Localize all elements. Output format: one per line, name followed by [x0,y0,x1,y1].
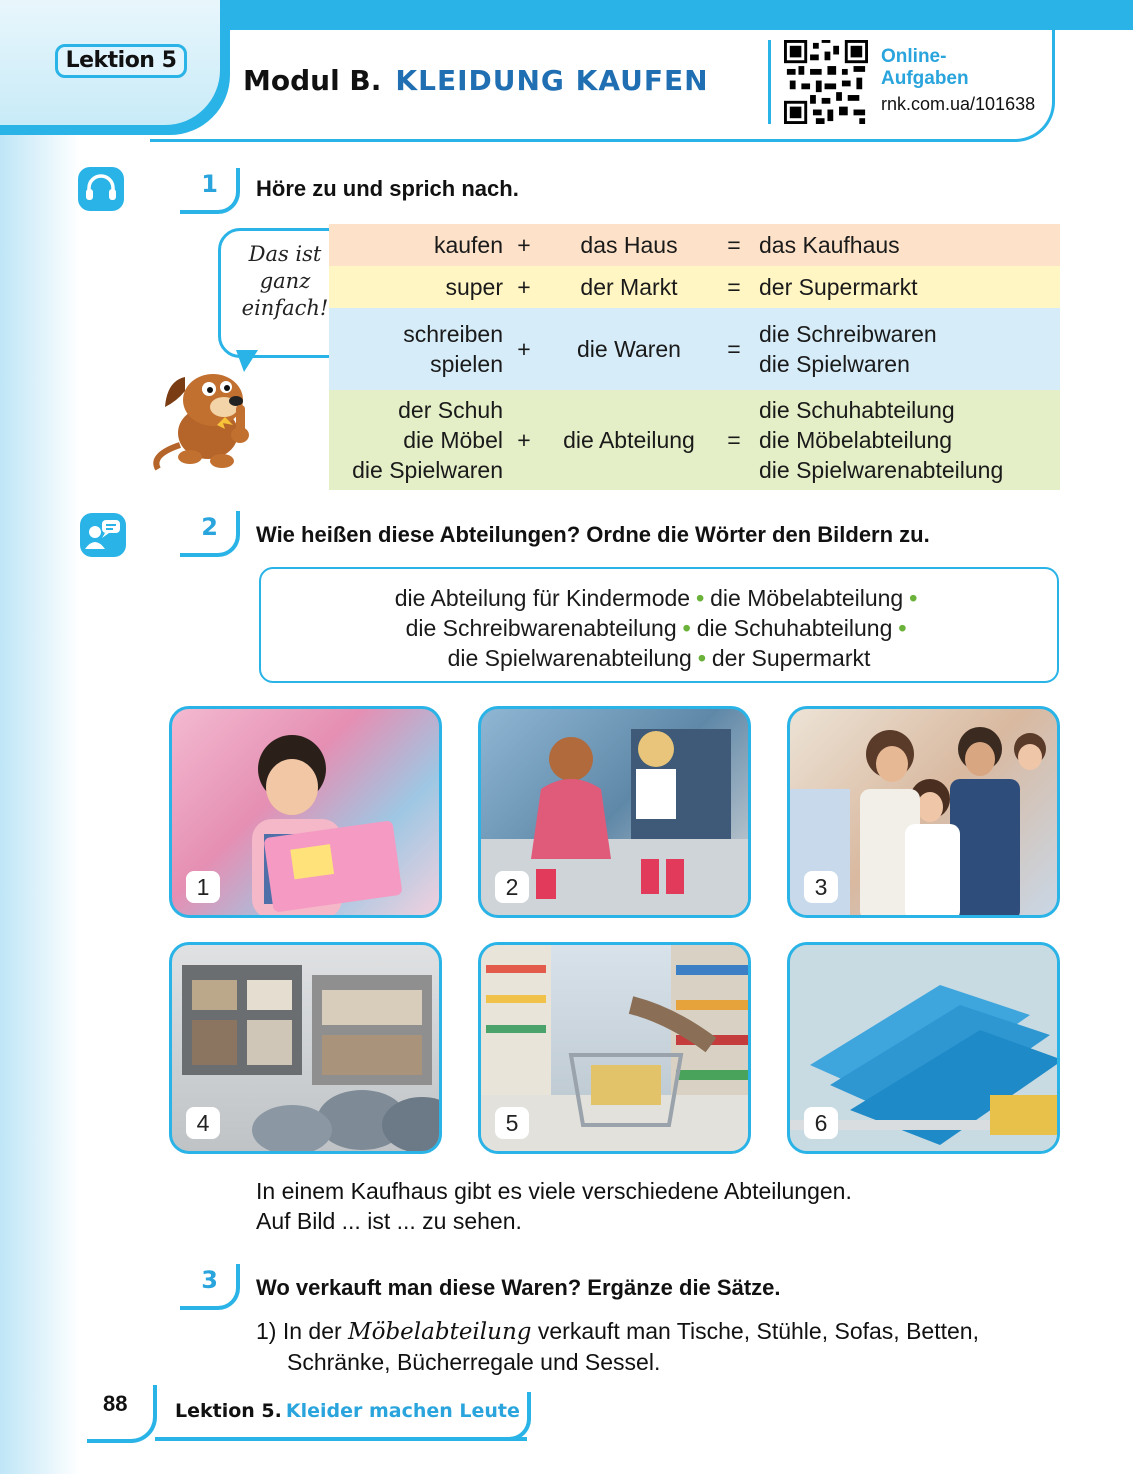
table-row: super + der Markt = der Supermarkt [329,266,1060,308]
task2-title: Wie heißen diese Abteilungen? Ordne die Wörter den Bildern zu. [256,522,930,547]
photo-number: 6 [804,1107,838,1139]
task1-title: Höre zu und sprich nach. [256,176,519,201]
footer-line [155,1437,527,1441]
module-prefix: Modul B. [243,64,382,97]
task2-number: 2 [180,511,240,557]
task2-text: In einem Kaufhaus gibt es viele verschiedene Abteilungen. Auf Bild ... ist ... zu sehen. [256,1178,852,1234]
dog-mascot-icon [140,345,265,475]
page-left-gradient [0,0,80,1474]
headphones-icon [78,167,124,211]
speaking-icon [80,513,126,557]
photo-number: 2 [495,871,529,903]
task3-number: 3 [180,1264,240,1310]
photo-supermarket [478,942,751,1154]
table-row: kaufen + das Haus = das Kaufhaus [329,224,1060,266]
page-number: 88 [87,1385,157,1443]
photo-number: 4 [186,1107,220,1139]
task3-item: 1) In der Möbelabteilung verkauft man Tische, Stühle, Sofas, Betten, Schränke, Bücherregale und Sessel. [256,1318,979,1375]
module-topic: KLEIDUNG KAUFEN [395,64,709,97]
online-url[interactable]: rnk.com.ua/101638 [881,94,1036,114]
word-bank-item: die Möbelabteilung [710,585,904,611]
photo-toys [169,706,442,918]
task1-number: 1 [180,168,240,214]
photo-shoes [478,706,751,918]
photo-number: 3 [804,871,838,903]
photo-family [787,706,1060,918]
speech-bubble: Das ist ganz einfach! [218,228,352,358]
online-tasks-label[interactable]: Online- Aufgaben [881,46,969,89]
filled-answer: Möbelabteilung [348,1319,532,1345]
module-title [243,64,709,104]
lektion-label: Lektion 5 [55,44,187,78]
word-bank-item: die Schreibwarenabteilung [405,615,677,641]
photo-number: 5 [495,1107,529,1139]
word-formation-table [329,224,1060,490]
word-bank-item: die Spielwarenabteilung [447,645,692,671]
top-color-bar [200,0,1133,30]
footer-title: Lektion 5. Kleider machen Leute [175,1400,520,1422]
table-row: der Schuh die Möbel die Spielwaren + die Abteilung = die Schuhabteilung die Möbelabteilung die Spielwarenabteilung [329,390,1060,490]
qr-divider [768,40,771,124]
photo-notebooks [787,942,1060,1154]
qr-code-icon[interactable] [783,40,869,124]
table-row: schreiben spielen + die Waren = die Schreibwaren die Spielwaren [329,308,1060,390]
word-bank-item: der Supermarkt [711,645,871,671]
word-bank-item: die Schuhabteilung [696,615,893,641]
photo-number: 1 [186,871,220,903]
photo-furniture [169,942,442,1154]
word-bank: die Abteilung für Kindermode • die Möbelabteilung • die Schreibwarenabteilung • die Schuhabteilung • die Spielwarenabteilung • der Supermarkt [259,567,1059,683]
word-bank-item: die Abteilung für Kindermode [394,585,691,611]
task3-title: Wo verkauft man diese Waren? Ergänze die Sätze. [256,1275,781,1300]
